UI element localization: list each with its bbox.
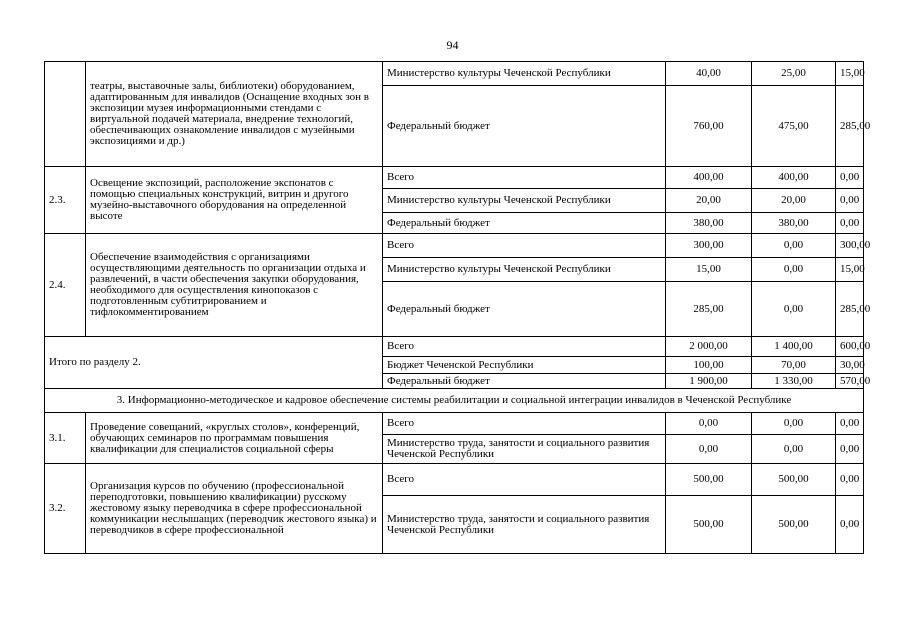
value-cell: 500,00 bbox=[752, 496, 836, 554]
value-cell: 400,00 bbox=[752, 167, 836, 189]
table-row bbox=[45, 337, 864, 357]
table-row bbox=[45, 234, 864, 258]
value-cell: 300,00 bbox=[666, 234, 752, 258]
value-cell: 600,00 bbox=[836, 337, 864, 357]
table-row bbox=[45, 62, 864, 86]
page-number: 94 bbox=[446, 38, 459, 52]
section-total-label: Итого по разделу 2. bbox=[45, 337, 383, 389]
value-cell: 40,00 bbox=[666, 62, 752, 86]
value-cell: 0,00 bbox=[666, 435, 752, 464]
value-cell: 0,00 bbox=[752, 234, 836, 258]
value-cell: 0,00 bbox=[836, 496, 864, 554]
funding-source: Всего bbox=[383, 337, 666, 357]
value-cell: 15,00 bbox=[836, 258, 864, 282]
funding-source: Министерство труда, занятости и социального развития Чеченской Республики bbox=[383, 496, 666, 554]
table-row bbox=[45, 464, 864, 496]
funding-source: Всего bbox=[383, 464, 666, 496]
funding-source: Федеральный бюджет bbox=[383, 282, 666, 337]
value-cell: 300,00 bbox=[836, 234, 864, 258]
row-number: 3.2. bbox=[45, 464, 86, 554]
row-description: Проведение совещаний, «круглых столов», конференций, обучающих семинаров по программам повышения квалификации для специалистов социальной сферы bbox=[86, 413, 383, 464]
funding-source: Министерство культуры Чеченской Республики bbox=[383, 189, 666, 213]
value-cell: 70,00 bbox=[752, 357, 836, 374]
value-cell: 285,00 bbox=[836, 86, 864, 167]
value-cell: 1 330,00 bbox=[752, 374, 836, 389]
value-cell: 25,00 bbox=[752, 62, 836, 86]
value-cell: 1 900,00 bbox=[666, 374, 752, 389]
row-description: театры, выставочные залы, библиотеки) оборудованием, адаптированным для инвалидов (Оснащение входных зон в экспозиции музея информационными стендами с виртуальной подачей материала, внедрение технологий, обеспечивающих ознакомление инвалидов с музейными экспозициями и др.) bbox=[86, 62, 383, 167]
row-number: 2.4. bbox=[45, 234, 86, 337]
value-cell: 100,00 bbox=[666, 357, 752, 374]
funding-source: Всего bbox=[383, 413, 666, 435]
table-row bbox=[45, 389, 864, 413]
funding-source: Министерство труда, занятости и социального развития Чеченской Республики bbox=[383, 435, 666, 464]
value-cell: 760,00 bbox=[666, 86, 752, 167]
table-row bbox=[45, 167, 864, 189]
value-cell: 20,00 bbox=[752, 189, 836, 213]
value-cell: 0,00 bbox=[752, 435, 836, 464]
value-cell: 0,00 bbox=[836, 167, 864, 189]
value-cell: 20,00 bbox=[666, 189, 752, 213]
value-cell: 285,00 bbox=[836, 282, 864, 337]
funding-source: Всего bbox=[383, 234, 666, 258]
value-cell: 500,00 bbox=[666, 464, 752, 496]
value-cell: 0,00 bbox=[836, 213, 864, 234]
value-cell: 0,00 bbox=[752, 258, 836, 282]
value-cell: 0,00 bbox=[836, 413, 864, 435]
value-cell: 380,00 bbox=[752, 213, 836, 234]
value-cell: 1 400,00 bbox=[752, 337, 836, 357]
value-cell: 380,00 bbox=[666, 213, 752, 234]
value-cell: 500,00 bbox=[666, 496, 752, 554]
row-description: Организация курсов по обучению (профессиональной переподготовки, повышению квалификации) русскому жестовому языку переводчика в сфере профессиональной коммуникации неслышащих (переводчик жестового языка) и переводчиков в сфере профессиональной bbox=[86, 464, 383, 554]
value-cell: 0,00 bbox=[836, 464, 864, 496]
funding-source: Бюджет Чеченской Республики bbox=[383, 357, 666, 374]
value-cell: 30,00 bbox=[836, 357, 864, 374]
value-cell: 570,00 bbox=[836, 374, 864, 389]
row-description: Освещение экспозиций, расположение экспонатов с помощью специальных конструкций, витрин и другого музейно-выставочного оборудования на определенной высоте bbox=[86, 167, 383, 234]
value-cell: 475,00 bbox=[752, 86, 836, 167]
program-table bbox=[44, 61, 871, 554]
row-number: 3.1. bbox=[45, 413, 86, 464]
value-cell: 2 000,00 bbox=[666, 337, 752, 357]
value-cell: 0,00 bbox=[836, 435, 864, 464]
row-number: 2.3. bbox=[45, 167, 86, 234]
funding-source: Федеральный бюджет bbox=[383, 374, 666, 389]
funding-source: Федеральный бюджет bbox=[383, 86, 666, 167]
value-cell: 15,00 bbox=[666, 258, 752, 282]
value-cell: 0,00 bbox=[752, 413, 836, 435]
value-cell: 285,00 bbox=[666, 282, 752, 337]
value-cell: 400,00 bbox=[666, 167, 752, 189]
value-cell: 500,00 bbox=[752, 464, 836, 496]
value-cell: 0,00 bbox=[666, 413, 752, 435]
row-number-cell bbox=[45, 62, 86, 167]
funding-source: Федеральный бюджет bbox=[383, 213, 666, 234]
funding-source: Министерство культуры Чеченской Республики bbox=[383, 62, 666, 86]
value-cell: 0,00 bbox=[836, 189, 864, 213]
funding-source: Всего bbox=[383, 167, 666, 189]
section-heading: 3. Информационно-методическое и кадровое обеспечение системы реабилитации и социальной интеграции инвалидов в Чеченской Республике bbox=[45, 389, 864, 413]
table-row bbox=[45, 413, 864, 435]
row-description: Обеспечение взаимодействия с организациями осуществляющими деятельность по организации отдыха и развлечений, в части обеспечения закупки оборудования, необходимого для осуществления кинопоказов с подготовленным субтитрированием и тифлокомментированием bbox=[86, 234, 383, 337]
funding-source: Министерство культуры Чеченской Республики bbox=[383, 258, 666, 282]
value-cell: 15,00 bbox=[836, 62, 864, 86]
value-cell: 0,00 bbox=[752, 282, 836, 337]
